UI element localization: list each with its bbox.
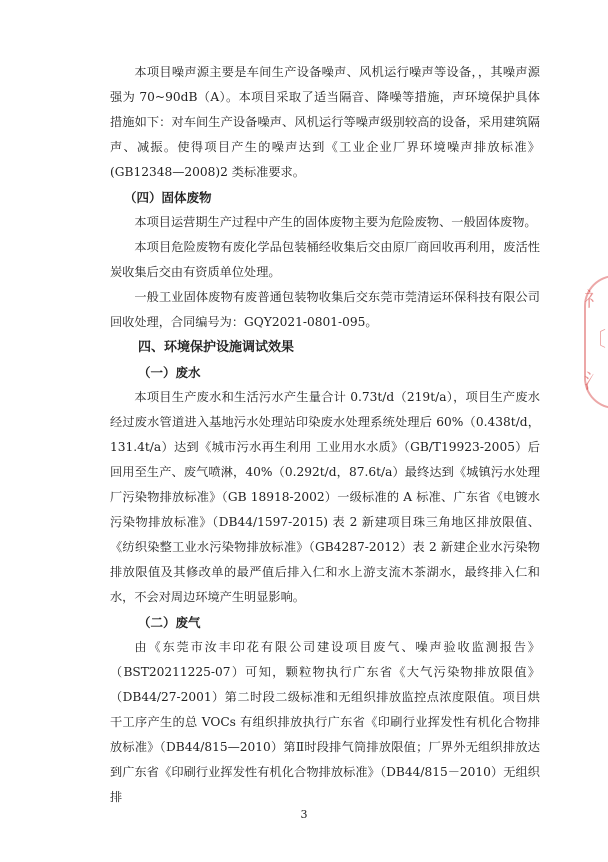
solid-waste-paragraph-1: 本项目运营期生产过程中产生的固体废物主要为危险废物、一般固体废物。 <box>134 215 537 229</box>
seal-mark: 礻 <box>584 287 604 311</box>
exhaust-paragraph: 由《东莞市汝丰印花有限公司建设项目废气、噪声验收监测报告》（BST20211225-07）可知，颗粒物执行广东省《大气污染物排放限值》（DB44/27-2001）第二时段二级标准和无组织排放监控点浓度限值。项目烘干工序产生的总 VOCs 有组织排放执行广东省《印刷行业挥发性有机化合物排放标准》（DB44/815—2010）第Ⅱ时段排气筒排放限值；厂界外无组织排放达到广东省《印刷行业挥发性有机化合物排放标准》（DB44/815－2010）无组织排 <box>110 640 540 804</box>
solid-waste-paragraph-3: 一般工业固体废物有废普通包装物收集后交东莞市莞清运环保科技有限公司回收处理，合同编号为：GQY2021-0801-095。 <box>110 290 540 329</box>
wastewater-paragraph: 本项目生产废水和生活污水产生量合计 0.73t/d（219t/a），项目生产废水经过废水管道进入基地污水处理站印染废水处理系统处理后 60%（0.438t/d，131.4t/a）达到《城市污水再生利用 工业用水水质》（GB/T19923-2005）后回用至生产、废气喷淋，40%（0.292t/d，87.6t/a）最终达到《城镇污水处理厂污染物排放标准》（GB 18918-2002）一级标准的 A 标准、广东省《电镀水污染物排放标准》（DB44/1597-2015) 表 2 新建项目珠三角地区排放限值、《纺织染整工业水污染物排放标准》（GB4287-2012）表 2 新建企业水污染物排放限值及其修改单的最严值后排入仁和水上游支流木茶湖水，最终排入仁和水，不会对周边环境产生明显影响。 <box>110 390 540 604</box>
seal-mark: 氵 <box>584 369 604 393</box>
heading-wastewater: （一）废水 <box>138 365 201 380</box>
heading-exhaust: （二）废气 <box>138 615 201 630</box>
solid-waste-paragraph-2: 本项目危险废物有废化学品包装桶经收集后交由原厂商回收再利用，废活性炭收集后交由有资质单位处理。 <box>110 240 540 279</box>
page-number: 3 <box>300 808 308 821</box>
noise-paragraph: 本项目噪声源主要是车间生产设备噪声、风机运行噪声等设备，，其噪声源强为 70~90dB（A）。本项目采取了适当隔音、降噪等措施，声环境保护具体措施如下：对车间生产设备噪声、风机运行等噪声级别较高的设备，采用建筑隔声、减振。使得项目产生的噪声达到《工业企业厂界环境噪声排放标准》(GB12348—2008)2 类标准要求。 <box>110 65 540 179</box>
heading-solid-waste: （四）固体废物 <box>124 190 212 205</box>
main-text <box>110 60 540 810</box>
seal-stamp <box>578 275 608 405</box>
seal-mark: 〔 <box>586 327 606 351</box>
heading-section-4: 四、环境保护设施调试效果 <box>138 340 295 355</box>
